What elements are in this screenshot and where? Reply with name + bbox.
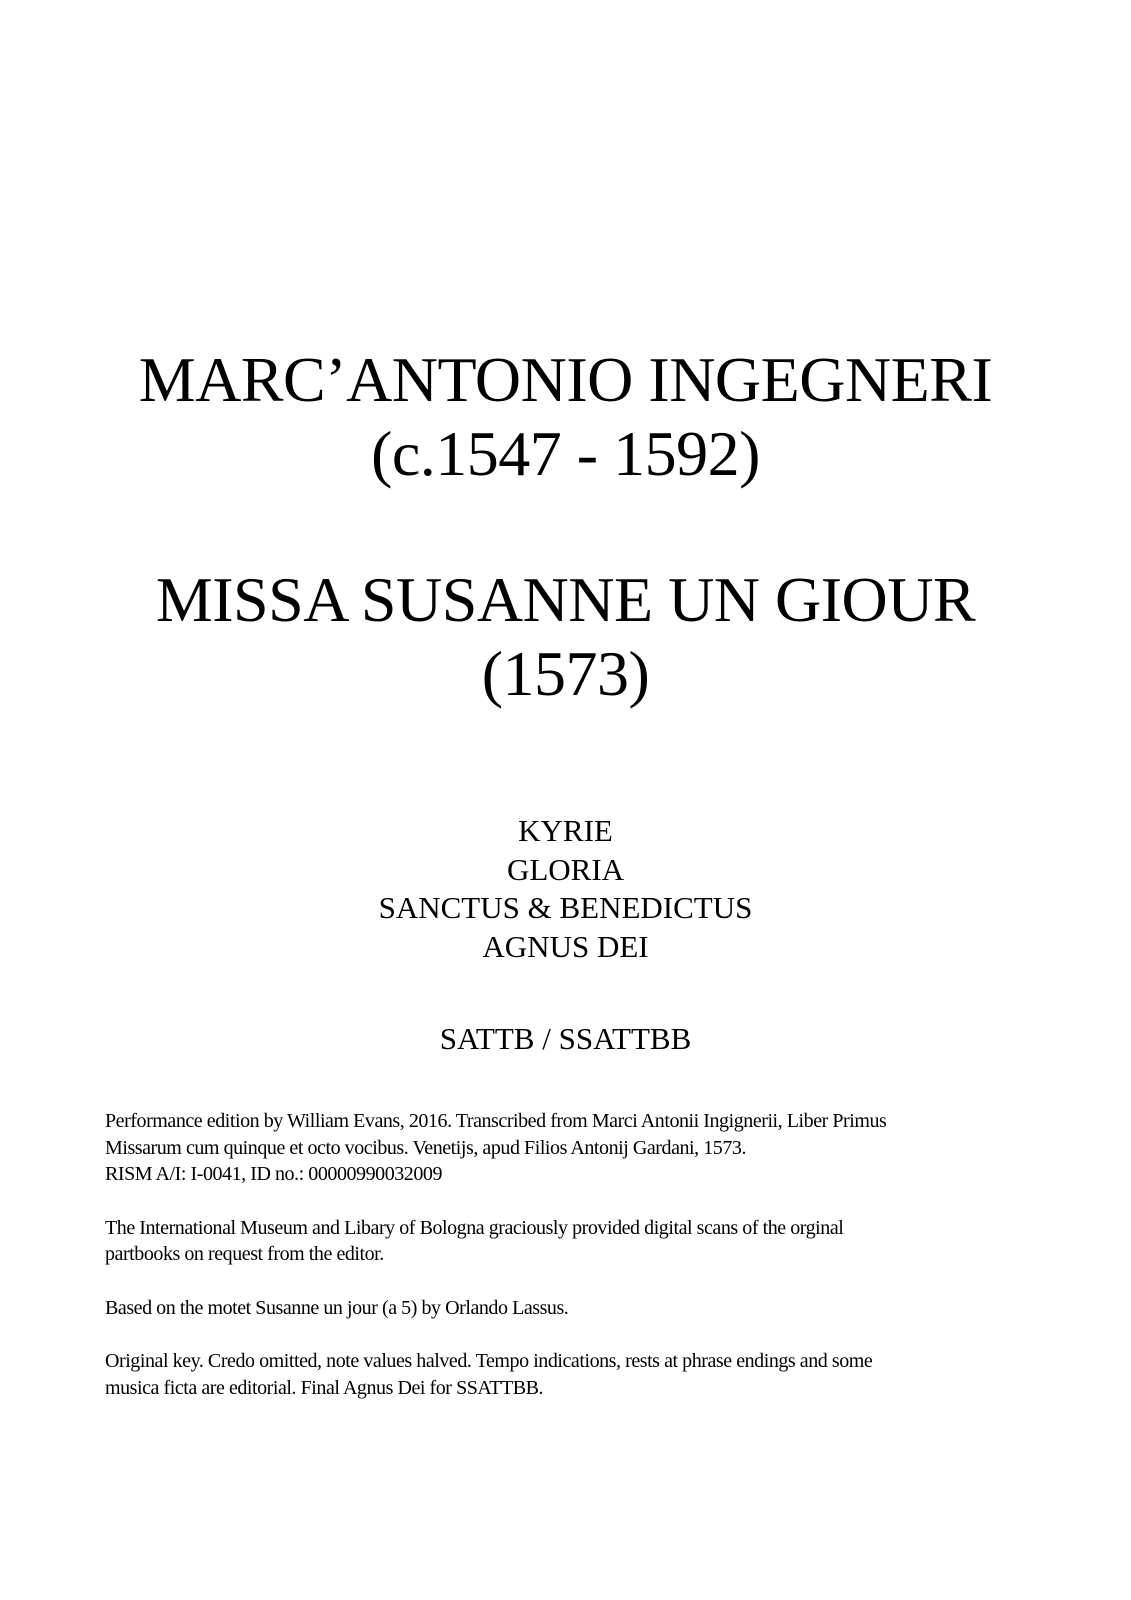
work-title: MISSA SUSANNE UN GIOUR [155, 564, 976, 635]
edition-line: RISM A/I: I-0041, ID no.: 00000990032009 [105, 1163, 443, 1185]
editorial-line: musica ficta are editorial. Final Agnus Dei for SSATTBB. [105, 1376, 544, 1399]
edition-notes [105, 1108, 1045, 1428]
scans-paragraph [105, 1215, 1045, 1268]
work-heading [0, 563, 1131, 711]
composer-dates: (c.1547 - 1592) [371, 418, 760, 489]
scans-line: The International Museum and Libary of Bologna graciously provided digital scans of the orginal [105, 1216, 844, 1239]
edition-line: Performance edition by William Evans, 2016. Transcribed from Marci Antonii Ingignerii, Liber Primus [105, 1110, 887, 1132]
editorial-paragraph [105, 1348, 1045, 1401]
editorial-line: Original key. Credo omitted, note values halved. Tempo indications, rests at phrase endings and some [105, 1350, 873, 1372]
source-paragraph [105, 1295, 1045, 1322]
movement-gloria: GLORIA [506, 851, 625, 887]
scans-line: partbooks on request from the editor. [105, 1243, 384, 1265]
composer-heading [0, 343, 1131, 491]
edition-line: Missarum cum quinque et octo vocibus. Venetijs, apud Filios Antonij Gardani, 1573. [105, 1136, 747, 1159]
movement-agnus-dei: AGNUS DEI [482, 928, 649, 964]
movement-sanctus-benedictus: SANCTUS & BENEDICTUS [378, 890, 753, 925]
work-year: (1573) [481, 638, 650, 709]
composer-name: MARC’ANTONIO INGEGNERI [138, 344, 993, 415]
voicing: SATTB / SSATTBB [439, 1021, 692, 1056]
movement-list [0, 812, 1131, 966]
edition-paragraph [105, 1108, 1045, 1188]
movement-kyrie: KYRIE [518, 813, 613, 848]
source-line: Based on the motet Susanne un jour (a 5) by Orlando Lassus. [105, 1296, 569, 1319]
